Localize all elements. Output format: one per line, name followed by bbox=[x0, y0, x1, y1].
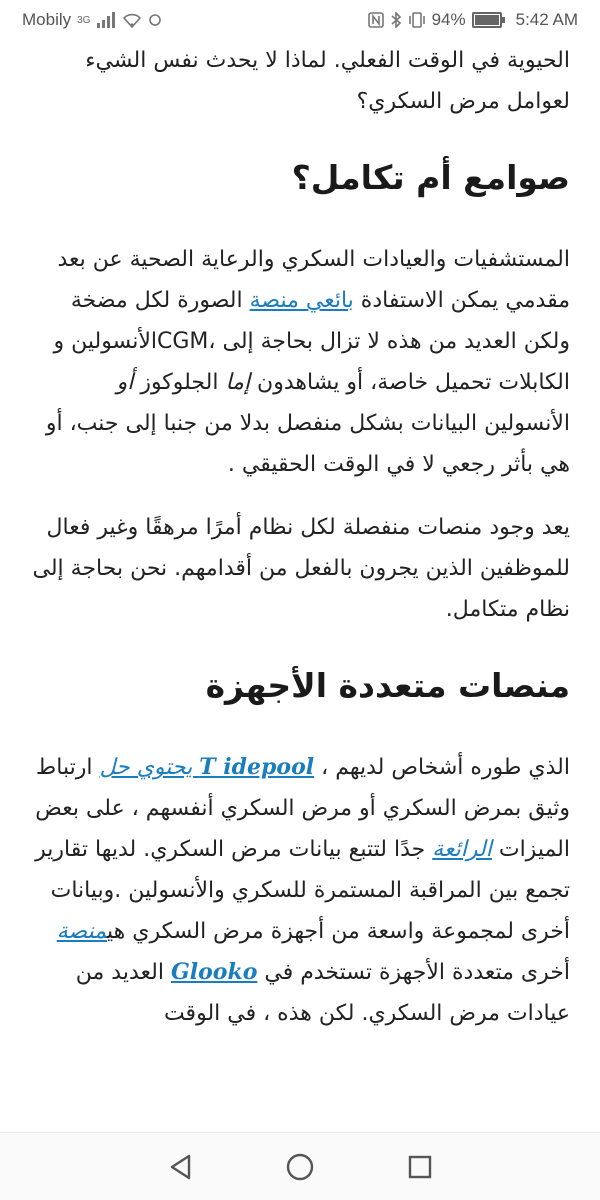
paragraph-tidepool bbox=[30, 747, 570, 1034]
network-type: 3G bbox=[77, 14, 91, 26]
heading-multi-device-platforms: منصات متعددة الأجهزة bbox=[205, 666, 570, 705]
paragraph-separate-platforms: يعد وجود منصات منفصلة لكل نظام أمرًا مرهقًا وغير فعال للموظفين الذين يجرون بالفعل من أقدامهم. نحن بحاجة إلى نظام متكامل. bbox=[32, 515, 570, 622]
great-features-link[interactable]: الرائعة bbox=[432, 837, 492, 862]
glooko-link[interactable]: Glooko bbox=[170, 959, 258, 985]
article-content[interactable] bbox=[0, 40, 600, 1133]
vibrate-icon bbox=[408, 12, 426, 28]
nfc-icon bbox=[368, 12, 384, 28]
paragraph-hospitals-text-c: الجلوكوز bbox=[133, 370, 226, 395]
paragraph-tidepool-text-e: العديد من عيادات مرض السكري. لكن هذه ، في الوقت bbox=[75, 960, 570, 1026]
status-bar-left bbox=[22, 10, 162, 30]
paragraph-tidepool-text-d: أخرى متعددة الأجهزة تستخدم في bbox=[257, 960, 570, 985]
paragraph-tidepool-text-c: جدًا لتتبع بيانات مرض السكري. لديها تقارير تجمع بين المراقبة المستمرة للسكري والأنسولين .وبيانات أخرى لمجموعة واسعة من أجهزة مرض السكري هي bbox=[35, 837, 570, 944]
heading-silos-or-integration: صوامع أم تكامل؟ bbox=[291, 158, 570, 197]
tidepool-link[interactable]: T idepool bbox=[199, 754, 315, 780]
home-button[interactable] bbox=[280, 1147, 320, 1187]
wifi-icon bbox=[122, 12, 142, 28]
platform-vendors-link[interactable]: بائعي منصة bbox=[249, 288, 354, 313]
home-icon bbox=[285, 1152, 315, 1182]
either-italic: إما bbox=[225, 370, 251, 395]
paragraph-tidepool-text-a: الذي طوره أشخاص لديهم ، bbox=[314, 755, 570, 780]
bluetooth-icon bbox=[390, 12, 402, 28]
ring-icon bbox=[148, 13, 162, 27]
recents-icon bbox=[407, 1154, 433, 1180]
battery-icon bbox=[472, 12, 502, 28]
paragraph-hospitals-text-d: الأنسولين البيانات بشكل منفصل بدلا من جنبا إلى جنب، أو هي بأثر رجعي لا في الوقت الحقيقي . bbox=[45, 411, 570, 477]
or-italic: أو bbox=[116, 370, 134, 395]
paragraph-hospitals-text-b: الصورة لكل مضخة ولكن العديد من هذه لا تزال بحاجة إلى ،CGMالأنسولين و الكابلات تحميل خاصة، أو يشاهدون bbox=[53, 288, 570, 395]
paragraph-intro: الحيوية في الوقت الفعلي. لماذا لا يحدث نفس الشيء لعوامل مرض السكري؟ bbox=[85, 48, 570, 114]
recents-button[interactable] bbox=[400, 1147, 440, 1187]
contains-solution-link[interactable]: يحتوي حل bbox=[99, 755, 200, 780]
navigation-bar bbox=[0, 1132, 600, 1200]
status-bar-right bbox=[368, 10, 578, 30]
platform-link[interactable]: منصة bbox=[56, 919, 107, 944]
battery-level-fill bbox=[475, 15, 499, 25]
paragraph-tidepool-text-b: ارتباط وثيق بمرض السكري أو مرض السكري أنفسهم ، على بعض الميزات bbox=[35, 755, 570, 862]
status-bar bbox=[0, 0, 600, 40]
clock: 5:42 AM bbox=[515, 10, 578, 29]
signal-icon bbox=[96, 12, 116, 28]
back-icon bbox=[167, 1153, 193, 1181]
back-button[interactable] bbox=[160, 1147, 200, 1187]
carrier-label: Mobily bbox=[22, 10, 72, 29]
battery-percent: 94% bbox=[431, 10, 466, 29]
paragraph-hospitals bbox=[30, 239, 570, 485]
paragraph-hospitals-text-a: المستشفيات والعيادات السكري والرعاية الصحية عن بعد مقدمي يمكن الاستفادة bbox=[57, 247, 570, 313]
